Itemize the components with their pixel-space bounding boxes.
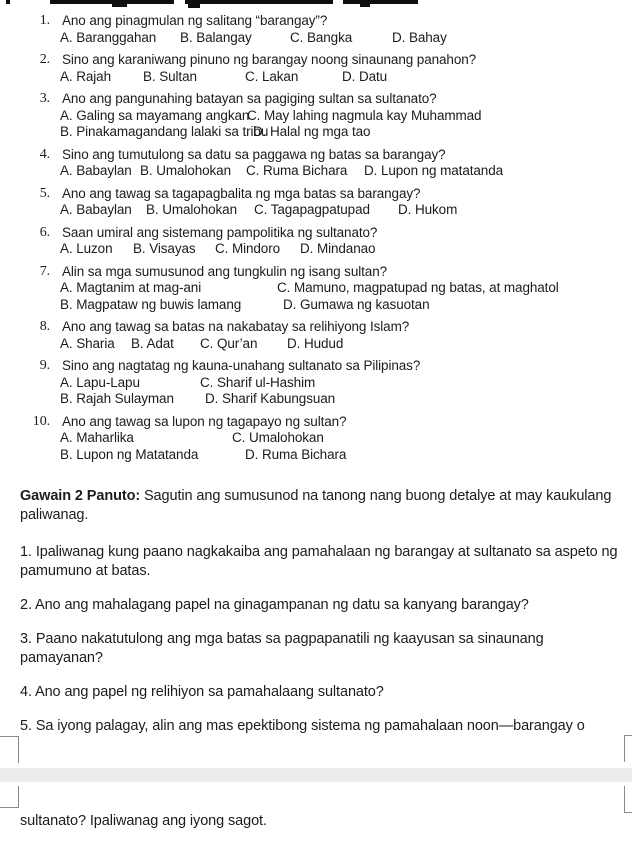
- essay-question-line: 5. Sa iyong palagay, alin ang mas epektibong sistema ng pamahalaan noon—barangay o: [20, 718, 585, 734]
- text-fragment: [112, 4, 127, 7]
- question-text: Ano ang pinagmulan ng salitang “barangay”?: [62, 13, 328, 28]
- question-text: Sino ang tumutulong sa datu sa paggawa ng batas sa barangay?: [62, 146, 446, 162]
- option-label: D. Hudud: [287, 335, 344, 351]
- question-number: 2.: [39, 52, 50, 67]
- option-label: D. Bahay: [392, 29, 447, 45]
- page-corner-mark: [624, 735, 632, 762]
- option-label: A. Maharlika: [60, 430, 134, 445]
- essay-question: [20, 683, 622, 702]
- options-row: [60, 69, 632, 86]
- question-text: Ano ang tawag sa lupon ng tagapayo ng sultan?: [62, 413, 347, 429]
- option-label: C. Qur’an: [200, 335, 258, 351]
- essay-question: [20, 596, 622, 615]
- option-label: D. Halal ng mga tao: [253, 124, 371, 139]
- question-number: 3.: [39, 91, 50, 106]
- options-row: [60, 163, 632, 180]
- option-label: C. Ruma Bichara: [246, 163, 348, 178]
- essay-question: [20, 630, 622, 668]
- question-number: 10.: [32, 413, 50, 429]
- text-fragment: [185, 0, 333, 4]
- option-label: B. Umalohokan: [140, 163, 231, 178]
- option-label: D. Sharif Kabungsuan: [205, 391, 336, 406]
- question-number: 1.: [39, 13, 50, 28]
- gawain2-section: [20, 487, 622, 751]
- question-item: [0, 319, 632, 352]
- essay-question: [20, 717, 622, 736]
- options-row: [60, 280, 632, 297]
- question-number: 7.: [39, 263, 50, 279]
- option-label: A. Rajah: [60, 68, 111, 84]
- options-row: [60, 391, 632, 408]
- multiple-choice-section: [0, 13, 632, 469]
- options-row: [60, 430, 632, 447]
- options-row: [60, 241, 632, 258]
- option-label: C. Tagapagpatupad: [254, 202, 370, 217]
- essay-question-line: 2. Ano ang mahalagang papel na ginagampanan ng datu sa kanyang barangay?: [20, 597, 529, 613]
- question-text: Sino ang nagtatag ng kauna-unahang sultanato sa Pilipinas?: [62, 358, 421, 373]
- essay-question-line: 4. Ano ang papel ng relihiyon sa pamahalaang sultanato?: [20, 684, 384, 700]
- option-label: D. Datu: [342, 68, 388, 84]
- option-label: B. Rajah Sulayman: [60, 391, 174, 406]
- option-label: D. Ruma Bichara: [245, 446, 347, 462]
- option-label: A. Magtanim at mag-ani: [60, 280, 202, 295]
- option-label: C. Mamuno, magpatupad ng batas, at maghatol: [277, 280, 559, 295]
- option-label: A. Luzon: [60, 241, 113, 256]
- question-item: [0, 147, 632, 180]
- text-fragment: [343, 0, 418, 4]
- option-label: B. Magpataw ng buwis lamang: [60, 296, 242, 312]
- option-label: C. Umalohokan: [232, 430, 324, 445]
- option-label: C. May lahing nagmula kay Muhammad: [247, 107, 482, 123]
- option-label: A. Babaylan: [60, 163, 132, 178]
- question-text: Alin sa mga sumusunod ang tungkulin ng isang sultan?: [62, 263, 388, 279]
- question-number: 5.: [39, 185, 50, 201]
- options-row: [60, 297, 632, 314]
- text-fragment: [360, 4, 370, 7]
- options-row: [60, 447, 632, 464]
- essay-question-line: 3. Paano nakatutulong ang mga batas sa pagpapanatili ng kaayusan sa sinaunang: [20, 631, 544, 647]
- question-item: [0, 225, 632, 258]
- question-text: Ano ang tawag sa batas na nakabatay sa relihiyong Islam?: [62, 319, 410, 334]
- question-item: [0, 91, 632, 141]
- continuation-text: sultanato? Ipaliwanag ang iyong sagot.: [20, 813, 267, 829]
- question-item: [0, 13, 632, 46]
- text-fragment: [6, 0, 10, 4]
- page-corner-mark: [624, 786, 632, 813]
- essay-question-line: pamayanan?: [20, 650, 103, 666]
- essay-question: [20, 543, 622, 581]
- option-label: D. Hukom: [398, 202, 458, 217]
- option-label: C. Bangka: [290, 29, 353, 45]
- question-item: [0, 52, 632, 85]
- options-row: [60, 30, 632, 47]
- question-item: [0, 186, 632, 219]
- option-label: B. Balangay: [180, 29, 252, 45]
- option-label: C. Sharif ul-Hashim: [200, 374, 316, 390]
- option-label: D. Gumawa ng kasuotan: [283, 296, 430, 312]
- question-text: Ano ang pangunahing batayan sa pagiging sultan sa sultanato?: [62, 91, 437, 106]
- options-row: [60, 202, 632, 219]
- page-break-gap: [0, 768, 632, 782]
- text-fragment: [188, 4, 200, 8]
- option-label: D. Mindanao: [300, 241, 376, 256]
- question-number: 9.: [39, 358, 50, 373]
- question-item: [0, 264, 632, 314]
- options-row: [60, 108, 632, 125]
- question-item: [0, 414, 632, 464]
- page-corner-mark: [0, 736, 19, 763]
- section-instructions: [20, 487, 622, 525]
- question-text: Ano ang tawag sa tagapagbalita ng mga batas sa barangay?: [62, 185, 421, 201]
- option-label: B. Adat: [131, 335, 174, 351]
- option-label: C. Mindoro: [215, 241, 281, 256]
- section-label: Gawain 2 Panuto:: [20, 488, 141, 504]
- options-row: [60, 375, 632, 392]
- option-label: C. Lakan: [245, 68, 299, 84]
- essay-question-line: pamumuno at batas.: [20, 563, 151, 579]
- section-instructions-line2: paliwanag.: [20, 507, 89, 523]
- option-label: D. Lupon ng matatanda: [364, 163, 504, 178]
- option-label: B. Umalohokan: [146, 202, 237, 217]
- question-number: 8.: [39, 319, 50, 334]
- page-corner-mark: [0, 786, 19, 808]
- option-label: A. Sharia: [60, 335, 115, 351]
- options-row: [60, 336, 632, 353]
- question-number: 6.: [39, 224, 50, 240]
- option-label: B. Sultan: [143, 68, 197, 84]
- option-label: A. Baranggahan: [60, 29, 157, 45]
- essay-question-line: 1. Ipaliwanag kung paano nagkakaiba ang pamahalaan ng barangay at sultanato sa aspeto ng: [20, 544, 618, 560]
- option-label: A. Lapu-Lapu: [60, 374, 140, 390]
- options-row: [60, 124, 632, 141]
- question-text: Saan umiral ang sistemang pampolitika ng sultanato?: [62, 224, 378, 240]
- option-label: B. Visayas: [133, 241, 196, 256]
- question-text: Sino ang karaniwang pinuno ng barangay noong sinaunang panahon?: [62, 52, 477, 67]
- option-label: A. Babaylan: [60, 202, 132, 217]
- option-label: B. Pinakamagandang lalaki sa tribu: [60, 124, 269, 139]
- section-instructions-text: Sagutin ang sumusunod na tanong nang buong detalye at may kaukulang: [140, 488, 612, 504]
- question-number: 4.: [39, 146, 50, 162]
- option-label: A. Galing sa mayamang angkan: [60, 107, 250, 123]
- option-label: B. Lupon ng Matatanda: [60, 446, 199, 462]
- question-item: [0, 358, 632, 408]
